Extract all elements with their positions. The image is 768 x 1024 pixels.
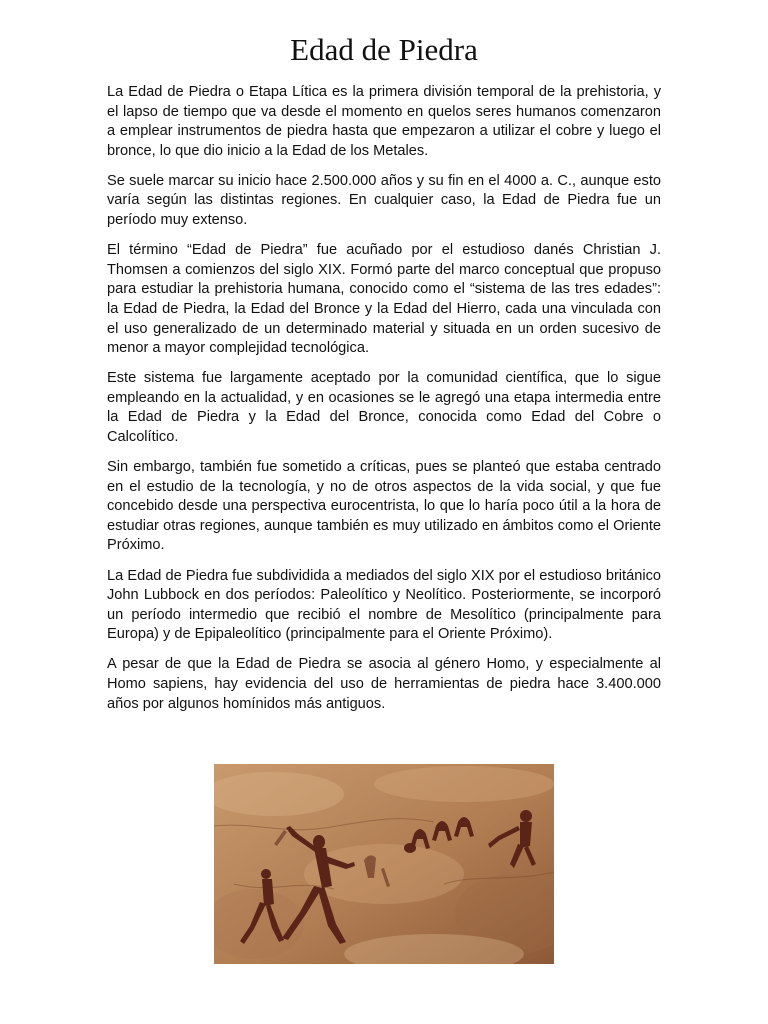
paragraph: A pesar de que la Edad de Piedra se asocia al género Homo, y especialmente al Homo sapiens, hay evidencia del uso de herramientas de piedra hace 3.400.000 años por algunos homínidos más antiguos. (107, 656, 661, 712)
document-body (107, 83, 661, 725)
paragraph: La Edad de Piedra o Etapa Lítica es la primera división temporal de la prehistoria, y el lapso de tiempo que va desde el momento en quelos seres humanos comenzaron a emplear instrumentos de piedra hasta que empezaron a utilizar el cobre y luego el bronce, lo que dio inicio a la Edad de los Metales. (107, 84, 661, 159)
paragraph: Se suele marcar su inicio hace 2.500.000 años y su fin en el 4000 a. C., aunque esto varía según las distintas regiones. En cualquier caso, la Edad de Piedra fue un período muy extenso. (107, 172, 661, 229)
cave-painting-illustration (214, 764, 554, 964)
cave-painting-image (214, 764, 554, 964)
paragraph: Sin embargo, también fue sometido a críticas, pues se planteó que estaba centrado en el estudio de la tecnología, y no de otros aspectos de la vida social, y que fue concebido desde una perspectiva eurocentrista, lo que lo haría poco útil a la hora de estudiar otras regiones, aunque también es muy utilizado en ámbitos como el Oriente Próximo. (107, 459, 661, 554)
paragraph: La Edad de Piedra fue subdividida a mediados del siglo XIX por el estudioso británico John Lubbock en dos períodos: Paleolítico y Neolítico. Posteriormente, se incorporó un período intermedio que recibió el nombre de Mesolítico (principalmente para Europa) y de Epipaleolítico (principalmente para el Oriente Próximo). (107, 567, 661, 643)
paragraph: Este sistema fue largamente aceptado por la comunidad científica, que lo sigue empleando en la actualidad, y en ocasiones se le agregó una etapa intermedia entre la Edad de Piedra y la Edad del Bronce, conocida como Edad del Cobre o Calcolítico. (107, 370, 661, 445)
page-title: Edad de Piedra (290, 32, 478, 67)
paragraph: El término “Edad de Piedra” fue acuñado por el estudioso danés Christian J. Thomsen a comienzos del siglo XIX. Formó parte del marco conceptual que propuso para estudiar la prehistoria humana, conocido como el “sistema de las tres edades”: la Edad de Piedra, la Edad del Bronce y la Edad del Hierro, cada una vinculada con el uso generalizado de un determinado material y situada en un orden sucesivo de menor a mayor complejidad tecnológica. (107, 242, 661, 357)
